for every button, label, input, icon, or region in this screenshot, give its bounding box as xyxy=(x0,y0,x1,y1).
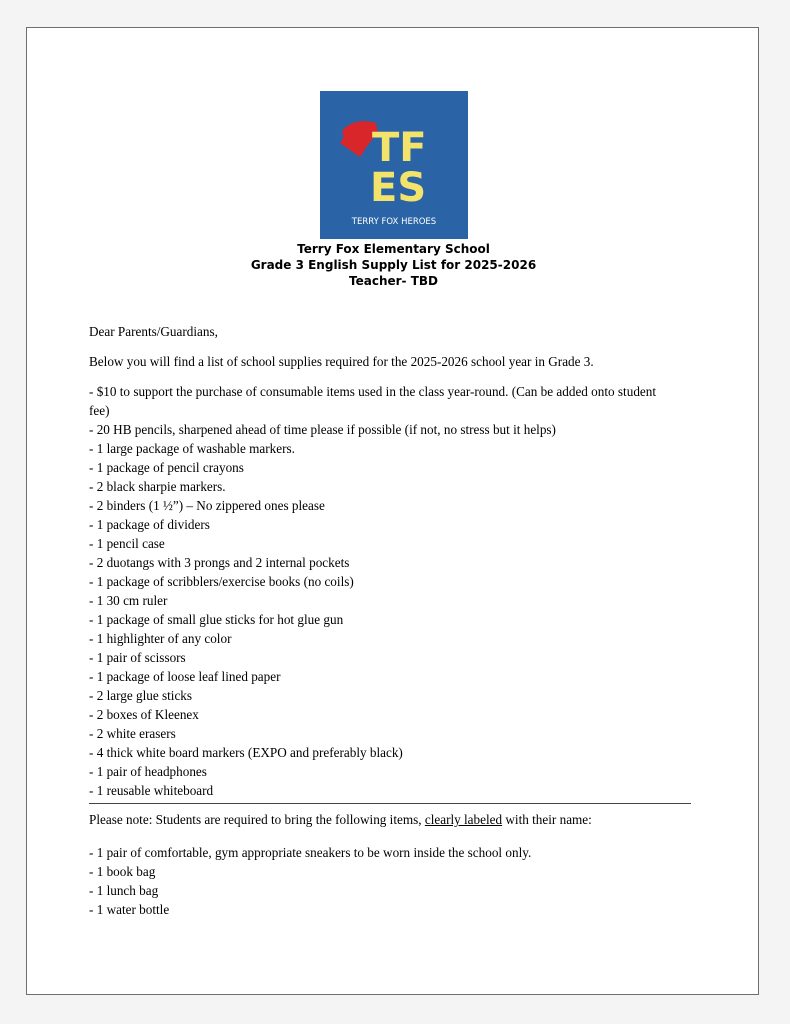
supply-item: - 1 large package of washable markers. xyxy=(89,441,295,456)
document-page xyxy=(26,27,759,995)
supply-item: - 2 boxes of Kleenex xyxy=(89,707,199,722)
supply-item: - 2 binders (1 ½”) – No zippered ones please xyxy=(89,498,325,513)
supply-item: - 1 package of small glue sticks for hot glue gun xyxy=(89,612,344,627)
supply-item: - 1 reusable whiteboard xyxy=(89,783,214,798)
bring-item: - 1 pair of comfortable, gym appropriate sneakers to be worn inside the school only. xyxy=(89,845,532,860)
supply-item: - 2 white erasers xyxy=(89,726,176,741)
logo-line1: TF xyxy=(372,125,427,171)
note-prefix: Please note: Students are required to bring the following items, xyxy=(89,812,425,827)
supply-item: - $10 to support the purchase of consumable items used in the class year-round. (Can be added onto student fee) xyxy=(89,384,657,418)
logo-line2: ES xyxy=(370,165,427,211)
teacher-name: Teacher- TBD xyxy=(349,274,438,288)
supply-item: - 2 black sharpie markers. xyxy=(89,479,226,494)
note-underlined: clearly labeled xyxy=(424,812,503,827)
school-logo xyxy=(320,91,468,239)
intro-paragraph: Below you will find a list of school supplies required for the 2025-2026 school year in Grade 3. xyxy=(89,354,594,369)
supply-item: - 1 pair of headphones xyxy=(89,764,207,779)
bring-item: - 1 water bottle xyxy=(89,902,170,917)
supply-item: - 1 30 cm ruler xyxy=(89,593,168,608)
document-heading xyxy=(27,241,760,289)
supply-item: - 20 HB pencils, sharpened ahead of time please if possible (if not, no stress but it helps) xyxy=(89,422,556,437)
greeting: Dear Parents/Guardians, xyxy=(89,324,218,339)
list-title: Grade 3 English Supply List for 2025-2026 xyxy=(250,258,537,272)
supply-list xyxy=(89,382,709,800)
school-name: Terry Fox Elementary School xyxy=(297,242,490,256)
please-note xyxy=(89,810,709,829)
document-body xyxy=(89,322,709,919)
supply-item: - 1 pencil case xyxy=(89,536,165,551)
logo-tagline: TERRY FOX HEROES xyxy=(351,217,437,227)
terry-fox-heroes-logo-icon xyxy=(320,91,468,239)
supply-item: - 1 package of loose leaf lined paper xyxy=(89,669,281,684)
bring-items-list xyxy=(89,843,709,919)
supply-item: - 2 duotangs with 3 prongs and 2 internal pockets xyxy=(89,555,350,570)
supply-item: - 2 large glue sticks xyxy=(89,688,193,703)
supply-item: - 1 pair of scissors xyxy=(89,650,186,665)
bring-item: - 1 lunch bag xyxy=(89,883,159,898)
supply-item: - 1 highlighter of any color xyxy=(89,631,232,646)
supply-item: - 1 package of dividers xyxy=(89,517,210,532)
supply-item: - 1 package of scribblers/exercise books (no coils) xyxy=(89,574,354,589)
note-suffix: with their name: xyxy=(502,812,592,827)
bring-item: - 1 book bag xyxy=(89,864,156,879)
supply-item: - 4 thick white board markers (EXPO and preferably black) xyxy=(89,745,403,760)
divider-line xyxy=(89,803,691,804)
supply-item: - 1 package of pencil crayons xyxy=(89,460,244,475)
